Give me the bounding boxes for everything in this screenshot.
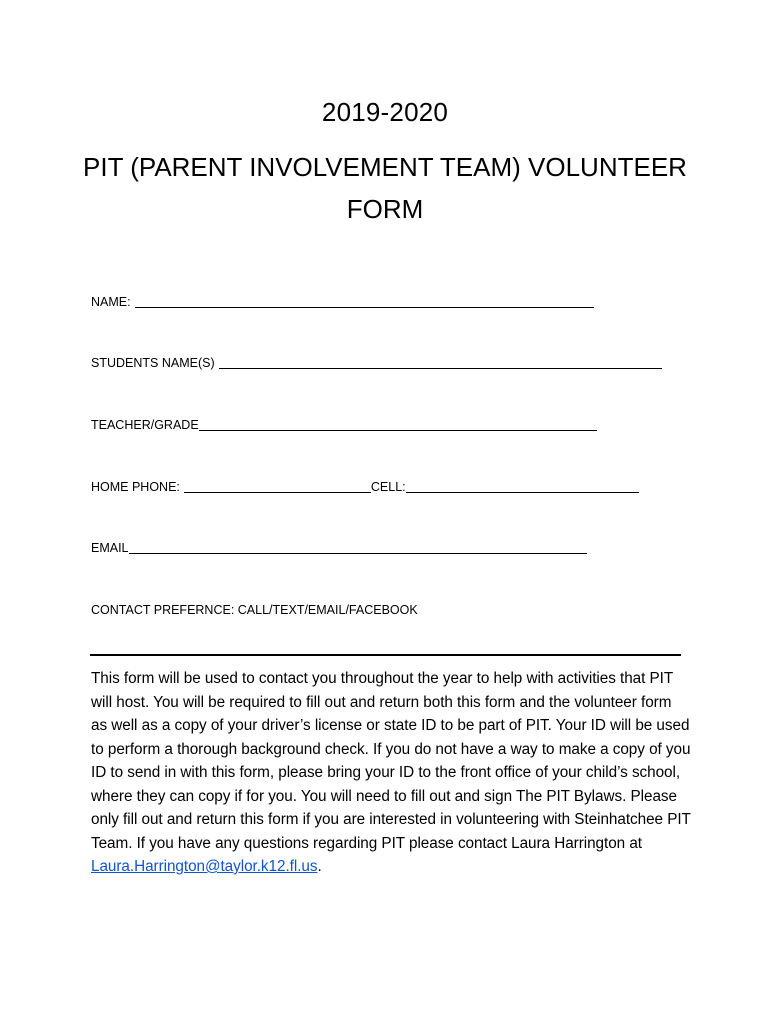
contact-email-link[interactable]: Laura.Harrington@taylor.k12.fl.us — [91, 858, 318, 875]
home-phone-label: HOME PHONE: — [91, 480, 180, 494]
name-field — [91, 292, 594, 310]
students-name-field — [91, 353, 662, 371]
cell-blank-line[interactable] — [406, 479, 639, 493]
instructions-text: This form will be used to contact you throughout the year to help with activities that PIT will host. You will be required to fill out and return both this form and the volunteer form as well as a copy of your driver’s license or state ID to be part of PIT. Your ID will be used to perform a thorough background check. If you do not have a way to make a copy of you ID to send in with this form, please bring your ID to the front office of your child’s school, where they can copy if for you. You will need to fill out and sign The PIT Bylaws. Please only fill out and return this form if you are interested in volunteering with Steinhatchee PIT Team. If you have any questions regarding PIT please contact Laura Harrington at — [91, 670, 691, 852]
students-name-blank-line[interactable] — [219, 355, 662, 369]
name-label: NAME: — [91, 295, 131, 309]
contact-preference-label: CONTACT PREFERNCE: CALL/TEXT/EMAIL/FACEBOOK — [91, 603, 418, 617]
home-phone-blank-line[interactable] — [184, 479, 371, 493]
form-year: 2019-2020 — [321, 97, 449, 127]
section-divider — [90, 654, 681, 656]
contact-preference-field — [91, 600, 418, 618]
instructions-end: . — [317, 858, 322, 875]
teacher-grade-field — [91, 415, 597, 433]
name-blank-line[interactable] — [135, 294, 594, 308]
email-label: EMAIL — [91, 541, 129, 555]
email-blank-line[interactable] — [129, 540, 587, 554]
students-name-label: STUDENTS NAME(S) — [91, 356, 215, 370]
email-field — [91, 538, 587, 556]
teacher-grade-label: TEACHER/GRADE — [91, 418, 199, 432]
instructions-paragraph — [91, 667, 691, 879]
form-title: PIT (PARENT INVOLVEMENT TEAM) VOLUNTEER FORM — [83, 152, 687, 224]
teacher-grade-blank-line[interactable] — [199, 417, 597, 431]
phone-field — [91, 477, 639, 495]
cell-label: CELL: — [370, 480, 406, 494]
